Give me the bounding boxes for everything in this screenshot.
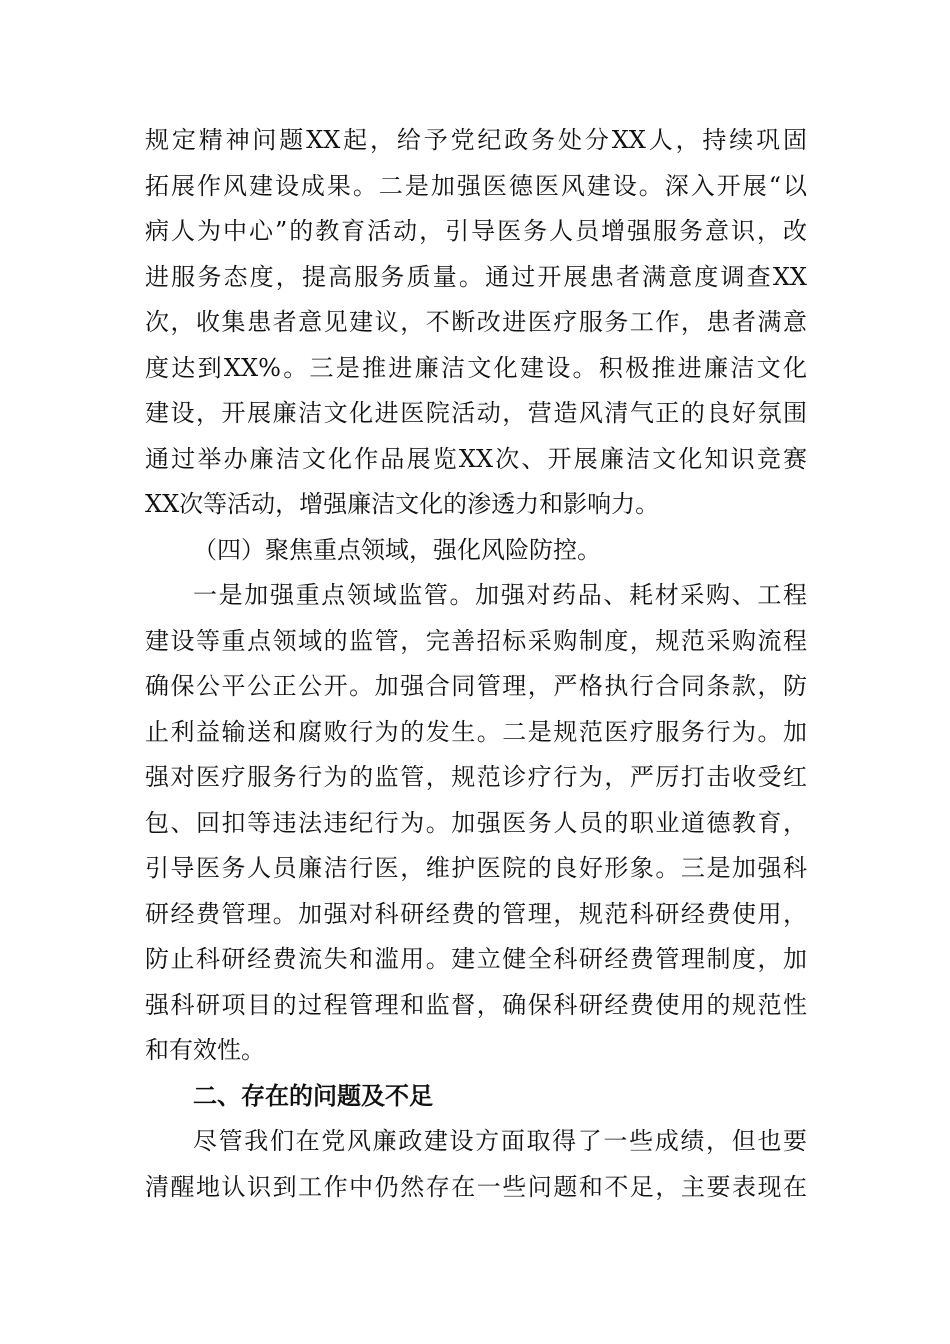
- text-line: 引导医务人员廉洁行医，维护医院的良好形象。三是加强科: [145, 854, 807, 882]
- text-line: 包、回扣等违法违纪行为。加强医务人员的职业道德教育，: [145, 808, 807, 837]
- section-heading: 二、存在的问题及不足: [193, 1081, 433, 1110]
- paragraph-problems: [145, 1119, 807, 1210]
- text-line: 防止科研经费流失和滥用。建立健全科研经费管理制度，加: [145, 945, 807, 973]
- text-line: 次，收集患者意见建议，不断改进医疗服务工作，患者满意: [145, 308, 807, 336]
- section-subheading: （四）聚焦重点领域，强化风险防控。: [193, 535, 601, 564]
- text-line: 规定精神问题XX起，给予党纪政务处分XX人，持续巩固: [145, 126, 807, 154]
- text-line: 度达到XX%。三是推进廉洁文化建设。积极推进廉洁文化: [145, 353, 807, 382]
- text-line: 强科研项目的过程管理和监督，确保科研经费使用的规范性: [145, 990, 807, 1019]
- text-line: XX次等活动，增强廉洁文化的渗透力和影响力。: [145, 490, 660, 518]
- text-line: 清醒地认识到工作中仍然存在一些问题和不足，主要表现在: [145, 1172, 807, 1201]
- text-line: 进服务态度，提高服务质量。通过开展患者满意度调查XX: [145, 262, 807, 291]
- text-line: 止利益输送和腐败行为的发生。二是规范医疗服务行为。加: [145, 717, 807, 746]
- document-body: [145, 118, 807, 1210]
- text-line: 和有效性。: [145, 1036, 265, 1064]
- text-line: 强对医疗服务行为的监管，规范诊疗行为，严厉打击收受红: [145, 763, 807, 791]
- text-line: 通过举办廉洁文化作品展览XX次、开展廉洁文化知识竞赛: [145, 444, 807, 473]
- text-line: 建设，开展廉洁文化进医院活动，营造风清气正的良好氛围: [145, 399, 807, 427]
- text-line: 一是加强重点领域监管。加强对药品、耗材采购、工程: [193, 581, 807, 609]
- paragraph-risk-control: [145, 573, 807, 1074]
- text-line: 尽管我们在党风廉政建设方面取得了一些成绩，但也要: [193, 1127, 807, 1155]
- text-line: 确保公平公正公开。加强合同管理，严格执行合同条款，防: [145, 672, 807, 700]
- paragraph-conduct-and-culture: [145, 118, 807, 528]
- text-line: 建设等重点领域的监管，完善招标采购制度，规范采购流程: [145, 626, 807, 655]
- text-line: 研经费管理。加强对科研经费的管理，规范科研经费使用，: [145, 899, 807, 928]
- text-line: 拓展作风建设成果。二是加强医德医风建设。深入开展“以: [145, 171, 807, 200]
- text-line: 病人为中心”的教育活动，引导医务人员增强服务意识，改: [145, 217, 807, 245]
